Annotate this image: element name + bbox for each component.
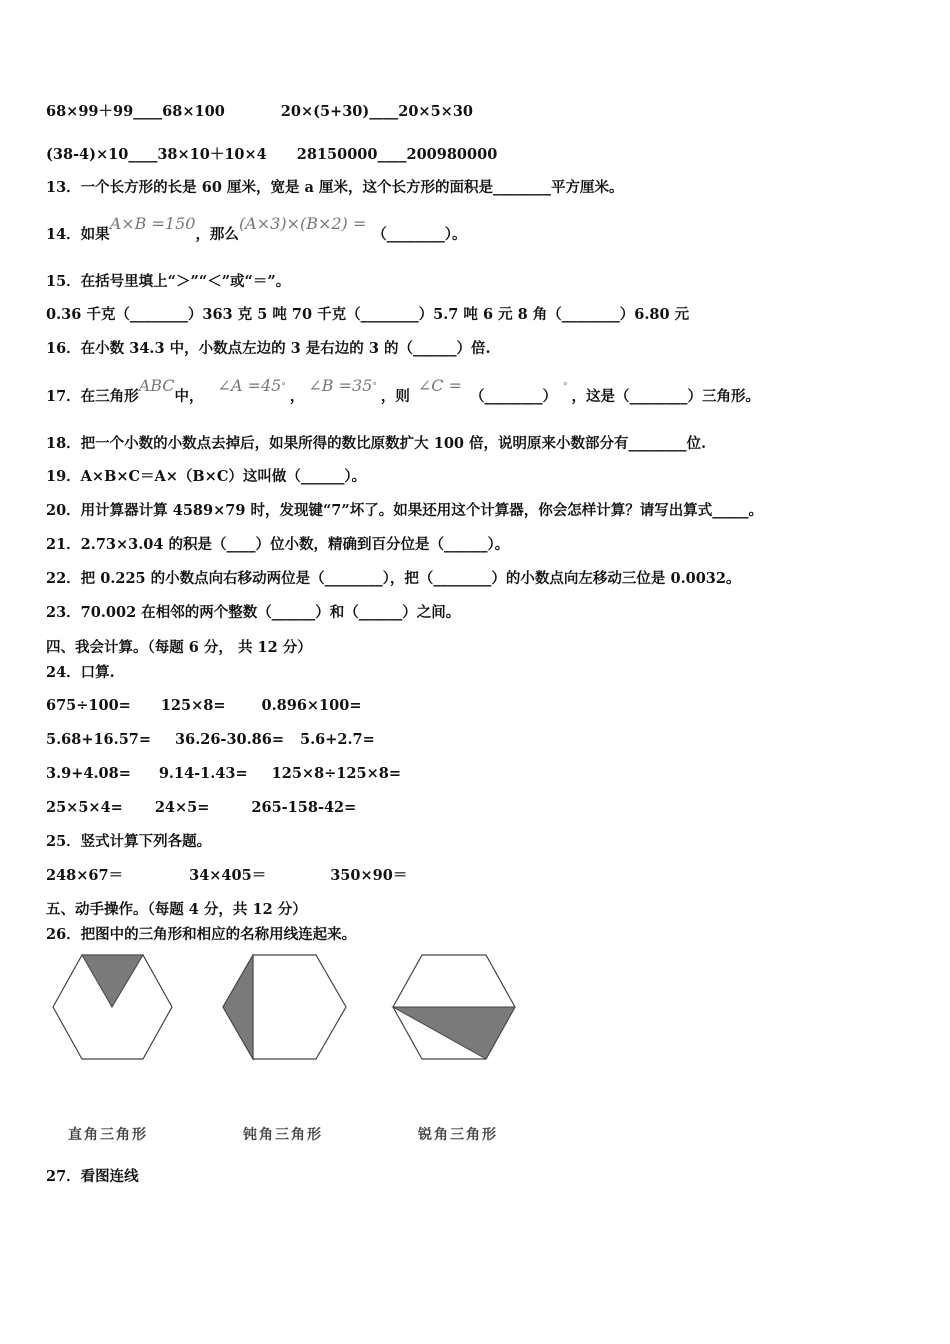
question-24: 24．口算. (46, 664, 115, 681)
calc-item: 5.6+2.7= (300, 731, 375, 748)
label-acute-triangle: 锐角三角形 (418, 1127, 498, 1143)
compare-row-2 (46, 145, 497, 165)
calc-item: 34×405＝ (189, 867, 267, 884)
compare-2a: (38-4)×10____38×10＋10×4 (46, 146, 267, 163)
question-20: 20．用计算器计算 4589×79 时，发现键“7”坏了。如果还用这个计算器，你会怎样计算？请写出算式_____。 (46, 502, 763, 519)
question-18: 18．把一个小数的小数点去掉后，如果所得的数比原数扩大 100 倍，说明原来小数部分有________位. (46, 435, 707, 452)
calc-item: 350×90＝ (330, 867, 408, 884)
q14-formula-1: A×B =150 (109, 214, 196, 233)
q17-mid3: ，则 (380, 388, 410, 405)
question-25: 25．竖式计算下列各题。 (46, 833, 212, 850)
question-16: 16．在小数 34.3 中，小数点左边的 3 是右边的 3 的（______）倍. (46, 340, 491, 357)
question-19: 19．A×B×C＝A×（B×C）这叫做（______）。 (46, 468, 367, 485)
hexagon-figure-3 (393, 955, 515, 1059)
calc-item: 675÷100= (46, 697, 131, 714)
section-5-title: 五、动手操作。（每题 4 分，共 12 分） (46, 901, 307, 918)
calc-item: 36.26-30.86= (175, 731, 285, 748)
q14-mid: ，那么 (195, 226, 239, 243)
hexagon-figures (0, 950, 950, 1070)
question-21: 21．2.73×3.04 的积是（____）位小数，精确到百分位是（______）。 (46, 536, 510, 553)
vertical-calc-row (46, 866, 407, 886)
q17-degree-c: ° (563, 382, 568, 392)
compare-2b: 28150000____200980000 (296, 146, 498, 163)
section-4-title: 四、我会计算。（每题 6 分， 共 12 分） (46, 639, 312, 656)
q14-formula-2: (A×3)×(B×2) = (238, 214, 367, 233)
q17-angle-b: ∠B =35 (308, 376, 373, 395)
q17-angle-a: ∠A =45 (217, 376, 282, 395)
calc-item: 248×67＝ (46, 867, 124, 884)
q17-triangle: ABC (138, 376, 175, 395)
question-15-items: 0.36 千克（________）363 克 5 吨 70 千克（________）5.7 吨 6 元 8 角（________）6.80 元 (46, 306, 690, 323)
acute-triangle-shape (393, 1007, 515, 1059)
q14-pre: 14．如果 (46, 226, 110, 243)
compare-1a: 68×99＋99____68×100 (46, 103, 225, 120)
calc-item: 3.9+4.08= (46, 765, 131, 782)
question-22: 22．把 0.225 的小数点向右移动两位是（________），把（________）的小数点向左移动三位是 0.0032。 (46, 570, 741, 587)
calc-row-3 (46, 764, 401, 784)
obtuse-triangle-shape (223, 955, 253, 1059)
hexagon-figure-2 (223, 955, 346, 1059)
question-14 (46, 214, 467, 245)
q17-degree-b: ° (372, 382, 377, 392)
compare-row-1 (46, 102, 473, 122)
q17-mid1: 中， (174, 388, 204, 405)
right-triangle-shape (82, 955, 143, 1007)
q17-pre: 17．在三角形 (46, 388, 139, 405)
q14-blank: （________）。 (372, 226, 467, 243)
calc-item: 9.14-1.43= (158, 765, 248, 782)
question-23: 23．70.002 在相邻的两个整数（______）和（______）之间。 (46, 604, 461, 621)
calc-row-4 (46, 798, 356, 818)
label-obtuse-triangle: 钝角三角形 (243, 1127, 323, 1143)
q17-degree-a: ° (281, 382, 286, 392)
q17-mid2: ， (289, 388, 305, 405)
label-right-triangle: 直角三角形 (68, 1127, 148, 1143)
hexagon-figure-1 (53, 955, 172, 1059)
q17-angle-c: ∠C = (417, 376, 463, 395)
calc-row-1 (46, 696, 361, 716)
calc-row-2 (46, 730, 375, 750)
question-15: 15．在括号里填上“＞”“＜”或“＝”。 (46, 273, 291, 290)
calc-item: 125×8÷125×8= (271, 765, 401, 782)
question-17 (46, 376, 761, 409)
compare-1b: 20×(5+30)____20×5×30 (280, 103, 473, 120)
q17-post: ，这是（________）三角形。 (571, 388, 761, 405)
question-27: 27．看图连线 (46, 1168, 139, 1185)
question-26: 26．把图中的三角形和相应的名称用线连起来。 (46, 926, 357, 943)
calc-item: 25×5×4= (46, 799, 123, 816)
question-13: 13．一个长方形的长是 60 厘米，宽是 a 厘米，这个长方形的面积是________平方厘米。 (46, 179, 624, 196)
q17-blank: （________） (470, 388, 558, 405)
calc-item: 5.68+16.57= (46, 731, 152, 748)
calc-item: 0.896×100= (261, 697, 362, 714)
calc-item: 265-158-42= (251, 799, 357, 816)
calc-item: 24×5= (154, 799, 210, 816)
calc-item: 125×8= (160, 697, 226, 714)
